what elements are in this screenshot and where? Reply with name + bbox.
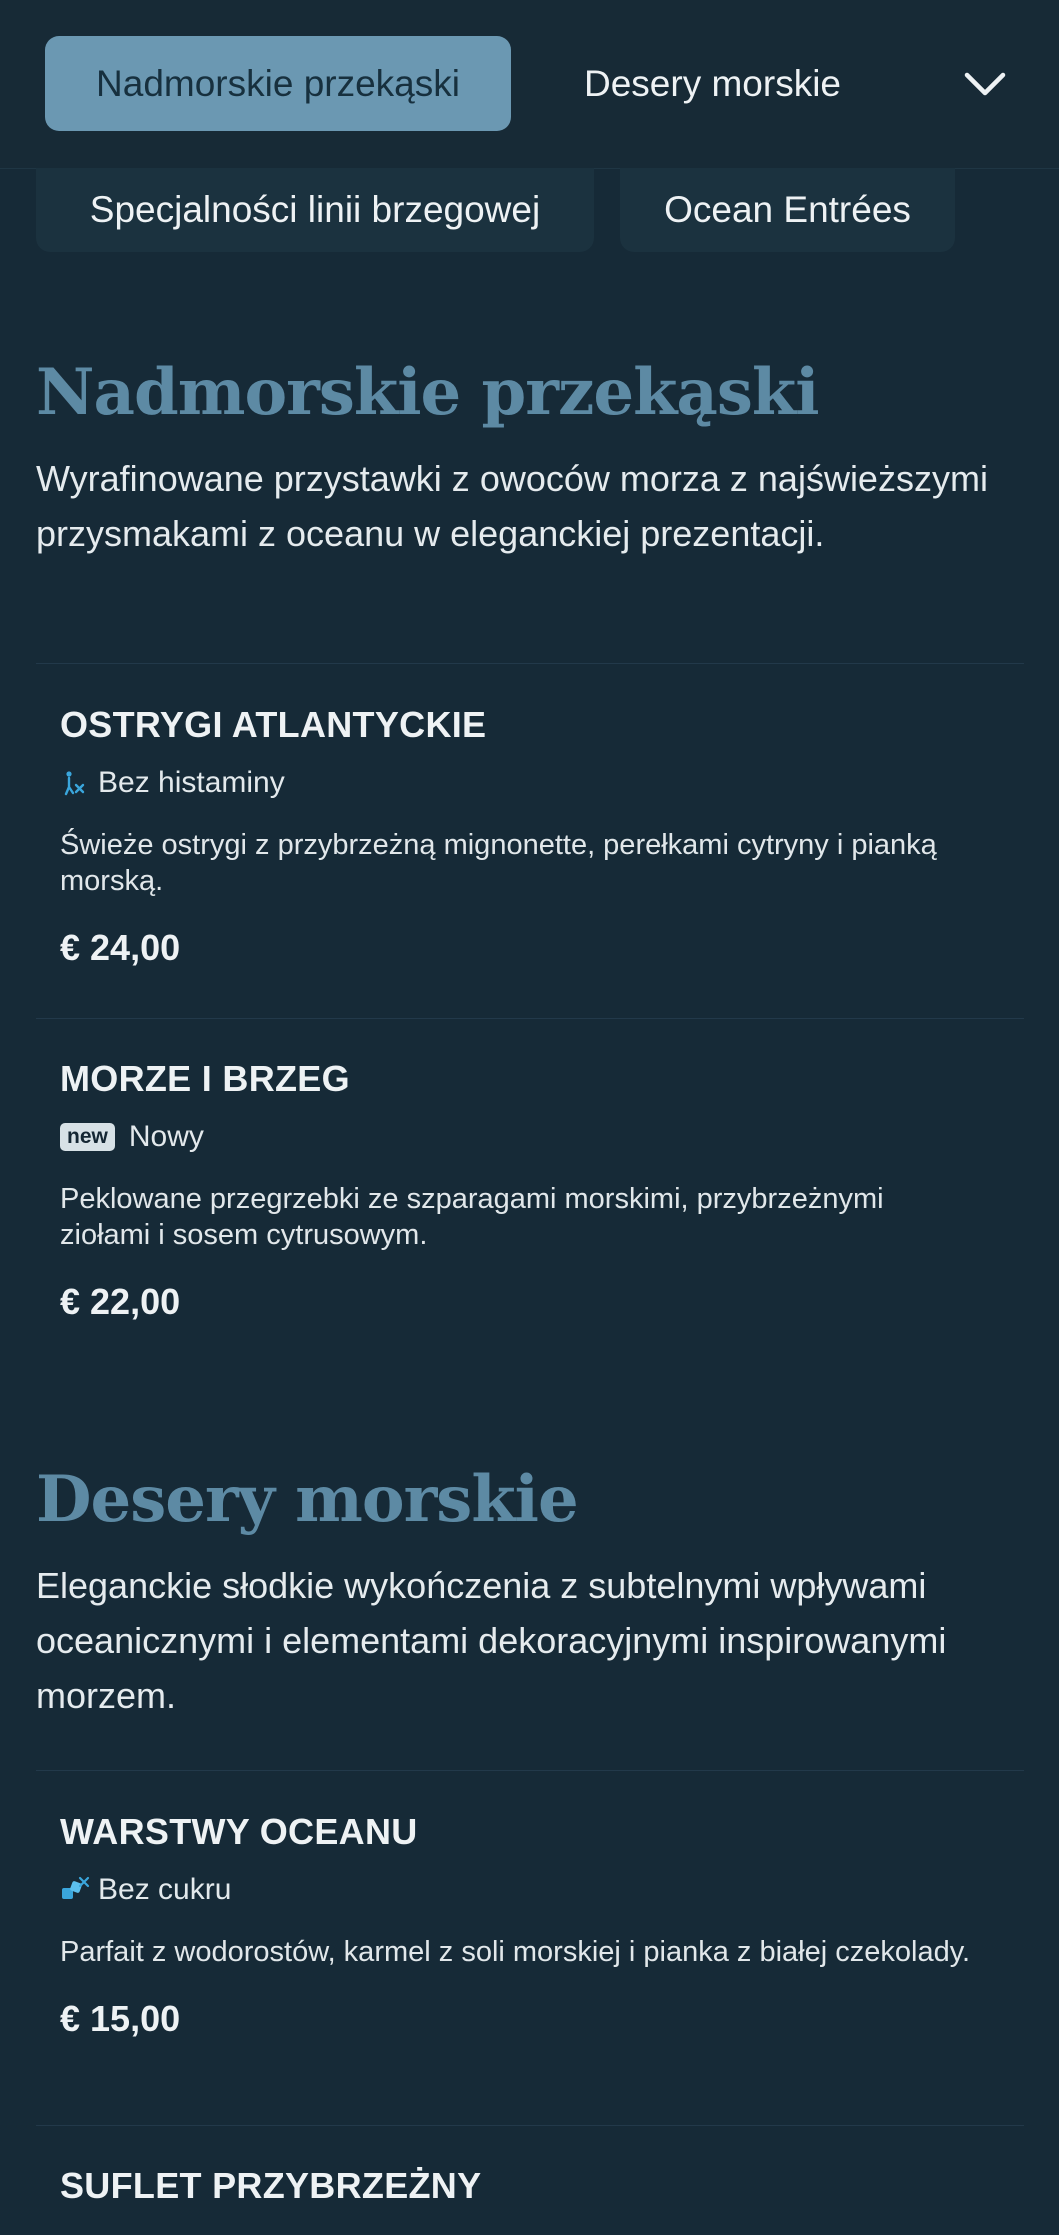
dietary-tag (60, 1870, 1000, 1910)
item-price: € 15,00 (60, 1998, 181, 2039)
divider (36, 1770, 1024, 1771)
section-title: Desery morskie (36, 1462, 578, 1537)
item-name: SUFLET PRZYBRZEŻNY (60, 2165, 482, 2206)
section-title: Nadmorskie przekąski (36, 355, 819, 430)
divider (36, 663, 1024, 664)
item-name: WARSTWY OCEANU (60, 1811, 418, 1852)
tag-label: Bez cukru (98, 1873, 232, 1906)
menu-item[interactable] (60, 1057, 1000, 1323)
dietary-tag (60, 1117, 1000, 1157)
tab-nadmorskie-przekaski[interactable]: Nadmorskie przekąski (45, 36, 511, 131)
tab-desery-morskie[interactable]: Desery morskie (584, 62, 841, 104)
menu-item[interactable] (60, 2164, 1000, 2208)
item-price: € 22,00 (60, 1281, 181, 1322)
item-description: Świeże ostrygi z przybrzeżną mignonette, perełkami cytryny i pianką morską. (60, 829, 937, 897)
category-nav (0, 0, 1059, 169)
item-description: Peklowane przegrzebki ze szparagami morskimi, przybrzeżnymi ziołami i sosem cytrusowym. (60, 1183, 884, 1251)
section-description: Eleganckie słodkie wykończenia z subtelnymi wpływami oceanicznymi i elementami dekoracyjnymi inspirowanymi morzem. (36, 1565, 947, 1716)
sugar-free-icon (60, 1875, 90, 1905)
new-badge: new (60, 1123, 115, 1151)
item-price: € 24,00 (60, 927, 181, 968)
menu-item[interactable] (60, 1810, 1000, 2040)
tag-label: Bez histaminy (98, 766, 285, 799)
divider (36, 1018, 1024, 1019)
menu-item[interactable] (60, 703, 1000, 969)
item-description: Parfait z wodorostów, karmel z soli morskiej i pianka z białej czekolady. (60, 1936, 971, 1968)
histamine-free-icon (60, 768, 90, 798)
tab-specjalnosci-linii-brzegowej[interactable]: Specjalności linii brzegowej (36, 168, 594, 252)
item-name: MORZE I BRZEG (60, 1058, 350, 1099)
divider (36, 2125, 1024, 2126)
chevron-down-icon[interactable] (955, 58, 1015, 110)
item-name: OSTRYGI ATLANTYCKIE (60, 704, 487, 745)
tab-ocean-entrees[interactable]: Ocean Entrées (620, 168, 955, 252)
tag-label: Nowy (128, 1120, 204, 1153)
dietary-tag (60, 763, 1000, 803)
section-description: Wyrafinowane przystawki z owoców morza z najświeższymi przysmakami z oceanu w eleganckiej prezentacji. (36, 458, 988, 554)
